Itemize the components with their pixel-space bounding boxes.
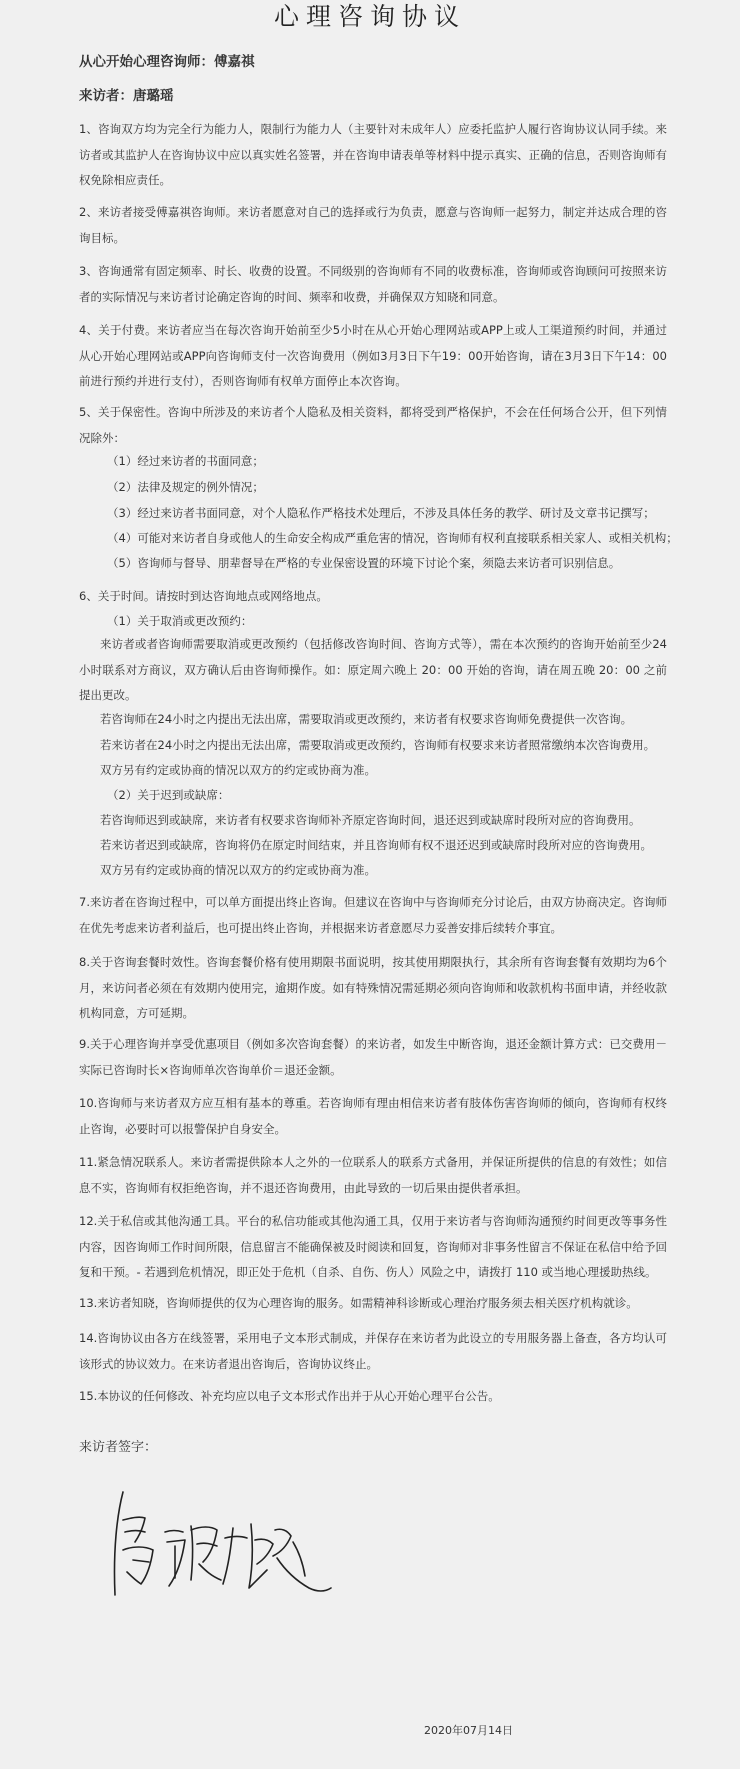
signature-label: 来访者签字： [79, 1440, 158, 1455]
clause-6-para: 双方另有约定或协商的情况以双方的约定或协商为准。 [100, 763, 376, 777]
clause-12: 12.关于私信或其他沟通工具。平台的私信功能或其他沟通工具，仅用于来访者与咨询师沟通预约时间更改等事务性内容，因咨询师工作时间所限，信息留言不能确保被及时阅读和回复，咨询师对非事务性留言不保证在私信中给予回复和干预。- 若遇到危机情况，即正处于危机（自杀、自伤、伤人）风险之中，请拨打 110 或当地心理援助热线。 [79, 1214, 667, 1279]
clause-15: 15.本协议的任何修改、补充均应以电子文本形式作出并于从心开始心理平台公告。 [79, 1389, 500, 1403]
handwritten-signature [105, 1480, 335, 1620]
visitor-line: 来访者：唐璐瑶 [79, 88, 174, 104]
clause-7: 7.来访者在咨询过程中，可以单方面提出终止咨询。但建议在咨询中与咨询师充分讨论后，由双方协商决定。咨询师在优先考虑来访者利益后，也可提出终止咨询，并根据来访者意愿尽力妥善安排后续转介事宜。 [79, 895, 667, 935]
clause-10: 10.咨询师与来访者双方应互相有基本的尊重。若咨询师有理由相信来访者有肢体伤害咨询师的倾向，咨询师有权终止咨询，必要时可以报警保护自身安全。 [79, 1096, 667, 1136]
clause-6-para: 来访者或者咨询师需要取消或更改预约（包括修改咨询时间、咨询方式等），需在本次预约的咨询开始前至少24小时联系对方商议，双方确认后由咨询师操作。如：原定周六晚上 20：00 开始的咨询，请在周五晚 20：00 之前提出更改。 [79, 637, 667, 702]
clause-6-para: 若来访者迟到或缺席，咨询将仍在原定时间结束，并且咨询师有权不退还迟到或缺席时段所对应的咨询费用。 [100, 838, 652, 852]
clause-5-item: （3）经过来访者书面同意，对个人隐私作严格技术处理后，不涉及具体任务的教学、研讨及文章书记撰写； [107, 506, 655, 520]
clause-5-item: （1）经过来访者的书面同意； [107, 454, 264, 468]
clause-6: 6、关于时间。请按时到达咨询地点或网络地点。 [79, 589, 328, 603]
sign-date: 2020年07月14日 [424, 1724, 513, 1737]
clause-11: 11.紧急情况联系人。来访者需提供除本人之外的一位联系人的联系方式备用，并保证所提供的信息的有效性；如信息不实，咨询师有权拒绝咨询，并不退还咨询费用，由此导致的一切后果由提供者承担。 [79, 1155, 667, 1195]
clause-9: 9.关于心理咨询并享受优惠项目（例如多次咨询套餐）的来访者，如发生中断咨询，退还金额计算方式：已交费用－实际已咨询时长×咨询师单次咨询单价＝退还金额。 [79, 1037, 667, 1077]
clause-5: 5、关于保密性。咨询中所涉及的来访者个人隐私及相关资料，都将受到严格保护，不会在任何场合公开，但下列情况除外： [79, 405, 667, 445]
clause-4: 4、关于付费。来访者应当在每次咨询开始前至少5小时在从心开始心理网站或APP上或人工渠道预约时间，并通过从心开始心理网站或APP向咨询师支付一次咨询费用（例如3月3日下午19：00开始咨询，请在3月3日下午14：00前进行预约并进行支付），否则咨询师有权单方面停止本次咨询。 [79, 323, 667, 388]
clause-8: 8.关于咨询套餐时效性。咨询套餐价格有使用期限书面说明，按其使用期限执行，其余所有咨询套餐有效期均为6个月，来访问者必须在有效期内使用完，逾期作废。如有特殊情况需延期必须向咨询师和收款机构书面申请，并经收款机构同意，方可延期。 [79, 955, 667, 1020]
document-title: 心理咨询协议 [273, 2, 466, 31]
clause-6-sub-2: （2）关于迟到或缺席： [107, 788, 230, 802]
clause-13: 13.来访者知晓，咨询师提供的仅为心理咨询的服务。如需精神科诊断或心理治疗服务须去相关医疗机构就诊。 [79, 1296, 638, 1310]
clause-6-para: 若咨询师迟到或缺席，来访者有权要求咨询师补齐原定咨询时间，退还迟到或缺席时段所对应的咨询费用。 [100, 813, 641, 827]
clause-6-para: 若咨询师在24小时之内提出无法出席，需要取消或更改预约，来访者有权要求咨询师免费提供一次咨询。 [100, 712, 633, 726]
clause-5-item: （4）可能对来访者自身或他人的生命安全构成严重危害的情况，咨询师有权利直接联系相关家人、或相关机构； [107, 531, 678, 545]
clause-5-item: （2）法律及规定的例外情况； [107, 480, 264, 494]
clause-6-sub-1: （1）关于取消或更改预约： [107, 614, 253, 628]
clause-6-para: 双方另有约定或协商的情况以双方的约定或协商为准。 [100, 863, 376, 877]
clause-6-para: 若来访者在24小时之内提出无法出席，需要取消或更改预约，咨询师有权要求来访者照常缴纳本次咨询费用。 [100, 738, 656, 752]
clause-14: 14.咨询协议由各方在线签署，采用电子文本形式制成，并保存在来访者为此设立的专用服务器上备查，各方均认可该形式的协议效力。在来访者退出咨询后，咨询协议终止。 [79, 1331, 667, 1371]
clause-5-item: （5）咨询师与督导、朋辈督导在严格的专业保密设置的环境下讨论个案，须隐去来访者可识别信息。 [107, 556, 621, 570]
clause-3: 3、咨询通常有固定频率、时长、收费的设置。不同级别的咨询师有不同的收费标准，咨询师或咨询顾问可按照来访者的实际情况与来访者讨论确定咨询的时间、频率和收费，并确保双方知晓和同意。 [79, 264, 667, 304]
clause-1: 1、咨询双方均为完全行为能力人，限制行为能力人（主要针对未成年人）应委托监护人履行咨询协议认同手续。来访者或其监护人在咨询协议中应以真实姓名签署，并在咨询申请表单等材料中提示真实、正确的信息，否则咨询师有权免除相应责任。 [79, 122, 667, 187]
counselor-line: 从心开始心理咨询师：傅嘉祺 [79, 54, 255, 70]
clause-2: 2、来访者接受傅嘉祺咨询师。来访者愿意对自己的选择或行为负责，愿意与咨询师一起努力，制定并达成合理的咨询目标。 [79, 205, 667, 245]
